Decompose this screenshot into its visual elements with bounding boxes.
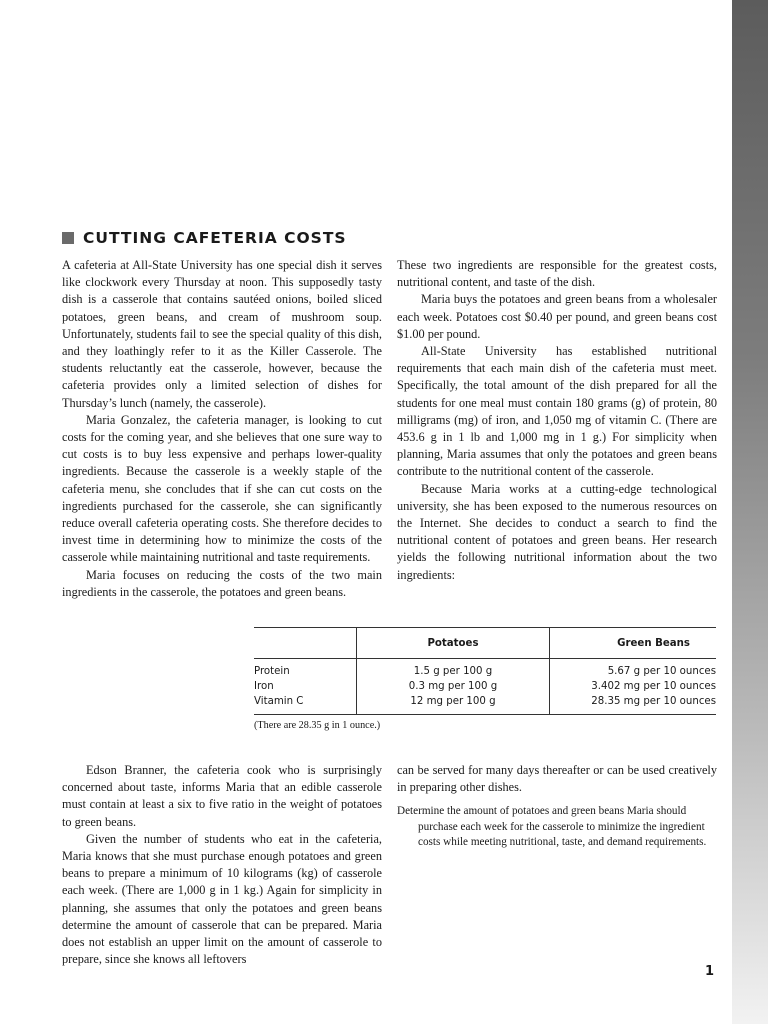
table-row — [254, 659, 716, 680]
section-heading-text: CUTTING CAFETERIA COSTS — [83, 229, 347, 247]
nutrition-table — [254, 627, 716, 731]
paragraph: Maria Gonzalez, the cafeteria manager, is looking to cut costs for the coming year, and she believes that one sure way to cut costs is to buy less expensive and perhaps lower-quality ingredients. Because the casserole is a weekly staple of the cafeteria menu, she concludes that if she can cut costs on the ingredients purchased for the casserole, she can significantly reduce overall cafeteria operating costs. She therefore decides to invest time in determining how to minimize the costs of the casserole while maintaining nutritional and taste requirements. — [62, 412, 382, 565]
page-number: 1 — [705, 964, 715, 979]
row-label: Iron — [254, 679, 357, 694]
task-statement: Determine the amount of potatoes and green beans Maria should purchase each week for the casserole to minimize the ingredient costs while meeting nutritional, taste, and demand requirements. — [397, 805, 707, 849]
row-label: Vitamin C — [254, 694, 357, 715]
paragraph: Maria focuses on reducing the costs of the two main ingredients in the casserole, the potatoes and green beans. — [62, 567, 382, 599]
table-header-potatoes: Potatoes — [357, 628, 550, 659]
potatoes-value: 1.5 g per 100 g — [357, 659, 550, 680]
table-row — [254, 679, 716, 694]
table-header-row — [254, 628, 716, 659]
paragraph: Given the number of students who eat in the cafeteria, Maria knows that she must purchase enough potatoes and green beans to prepare a minimum of 10 kilograms (kg) of casserole each week. (There are 1,000 g in 1 kg.) Again for simplicity in planning, she assumes that only the potatoes and green beans determine the amount of casserole that can be prepared. Maria does not establish an upper limit on the amount of casserole to prepare, since she knows all leftovers — [62, 831, 382, 967]
side-gradient-bar — [732, 0, 768, 1024]
text-column-1 — [62, 257, 382, 601]
potatoes-value: 12 mg per 100 g — [357, 694, 550, 715]
potatoes-value: 0.3 mg per 100 g — [357, 679, 550, 694]
paragraph: Maria buys the potatoes and green beans from a wholesaler each week. Potatoes cost $0.40 per pound, and green beans cost $1.00 per pound. — [397, 292, 717, 341]
paragraph: These two ingredients are responsible for the greatest costs, nutritional content, and taste of the dish. — [397, 258, 717, 290]
text-column-3 — [62, 762, 382, 968]
green-beans-value: 3.402 mg per 10 ounces — [591, 681, 716, 692]
table-row — [254, 694, 716, 715]
section-heading — [62, 229, 347, 247]
green-beans-value: 5.67 g per 10 ounces — [607, 666, 716, 677]
text-column-4 — [397, 762, 717, 851]
paragraph: A cafeteria at All-State University has one special dish it serves like clockwork every Thursday at noon. This supposedly tasty dish is a casserole that contains sautéed onions, boiled sliced potatoes, green beans, and cream of mushroom soup. Unfortunately, students fail to see the special quality of this dish, and they loathingly refer to it as the Killer Casserole. The students reluctantly eat the casserole, however, because the cafeteria provides only a limited selection of dishes for Thursday’s lunch (namely, the casserole). — [62, 258, 382, 410]
paragraph: can be served for many days thereafter or can be used creatively in preparing other dishes. — [397, 763, 717, 795]
text-column-2 — [397, 257, 717, 584]
paragraph: Because Maria works at a cutting-edge technological university, she has been exposed to the numerous resources on the Internet. She decides to conduct a search to find the nutritional content of potatoes and green beans. Her research yields the following nutritional information about the two ingredients: — [397, 481, 717, 582]
table-footnote: (There are 28.35 g in 1 ounce.) — [254, 720, 381, 731]
table-header-green-beans: Green Beans — [617, 637, 690, 649]
table-header-blank — [254, 628, 357, 659]
row-label: Protein — [254, 659, 357, 680]
green-beans-value: 28.35 mg per 10 ounces — [591, 696, 716, 707]
paragraph: Edson Branner, the cafeteria cook who is surprisingly concerned about taste, informs Maria that an edible casserole must contain at least a six to five ratio in the weight of potatoes to green beans. — [62, 763, 382, 829]
square-bullet-icon — [62, 232, 74, 244]
paragraph: All-State University has established nutritional requirements that each main dish of the cafeteria must meet. Specifically, the total amount of the dish prepared for all the students for one meal must contain 180 grams (g) of protein, 80 milligrams (mg) of iron, and 1,050 mg of vitamin C. (There are 453.6 g in 1 lb and 1,000 mg in 1 g.) For simplicity when planning, Maria assumes that only the potatoes and green beans contribute to the nutritional content of the casserole. — [397, 344, 717, 479]
